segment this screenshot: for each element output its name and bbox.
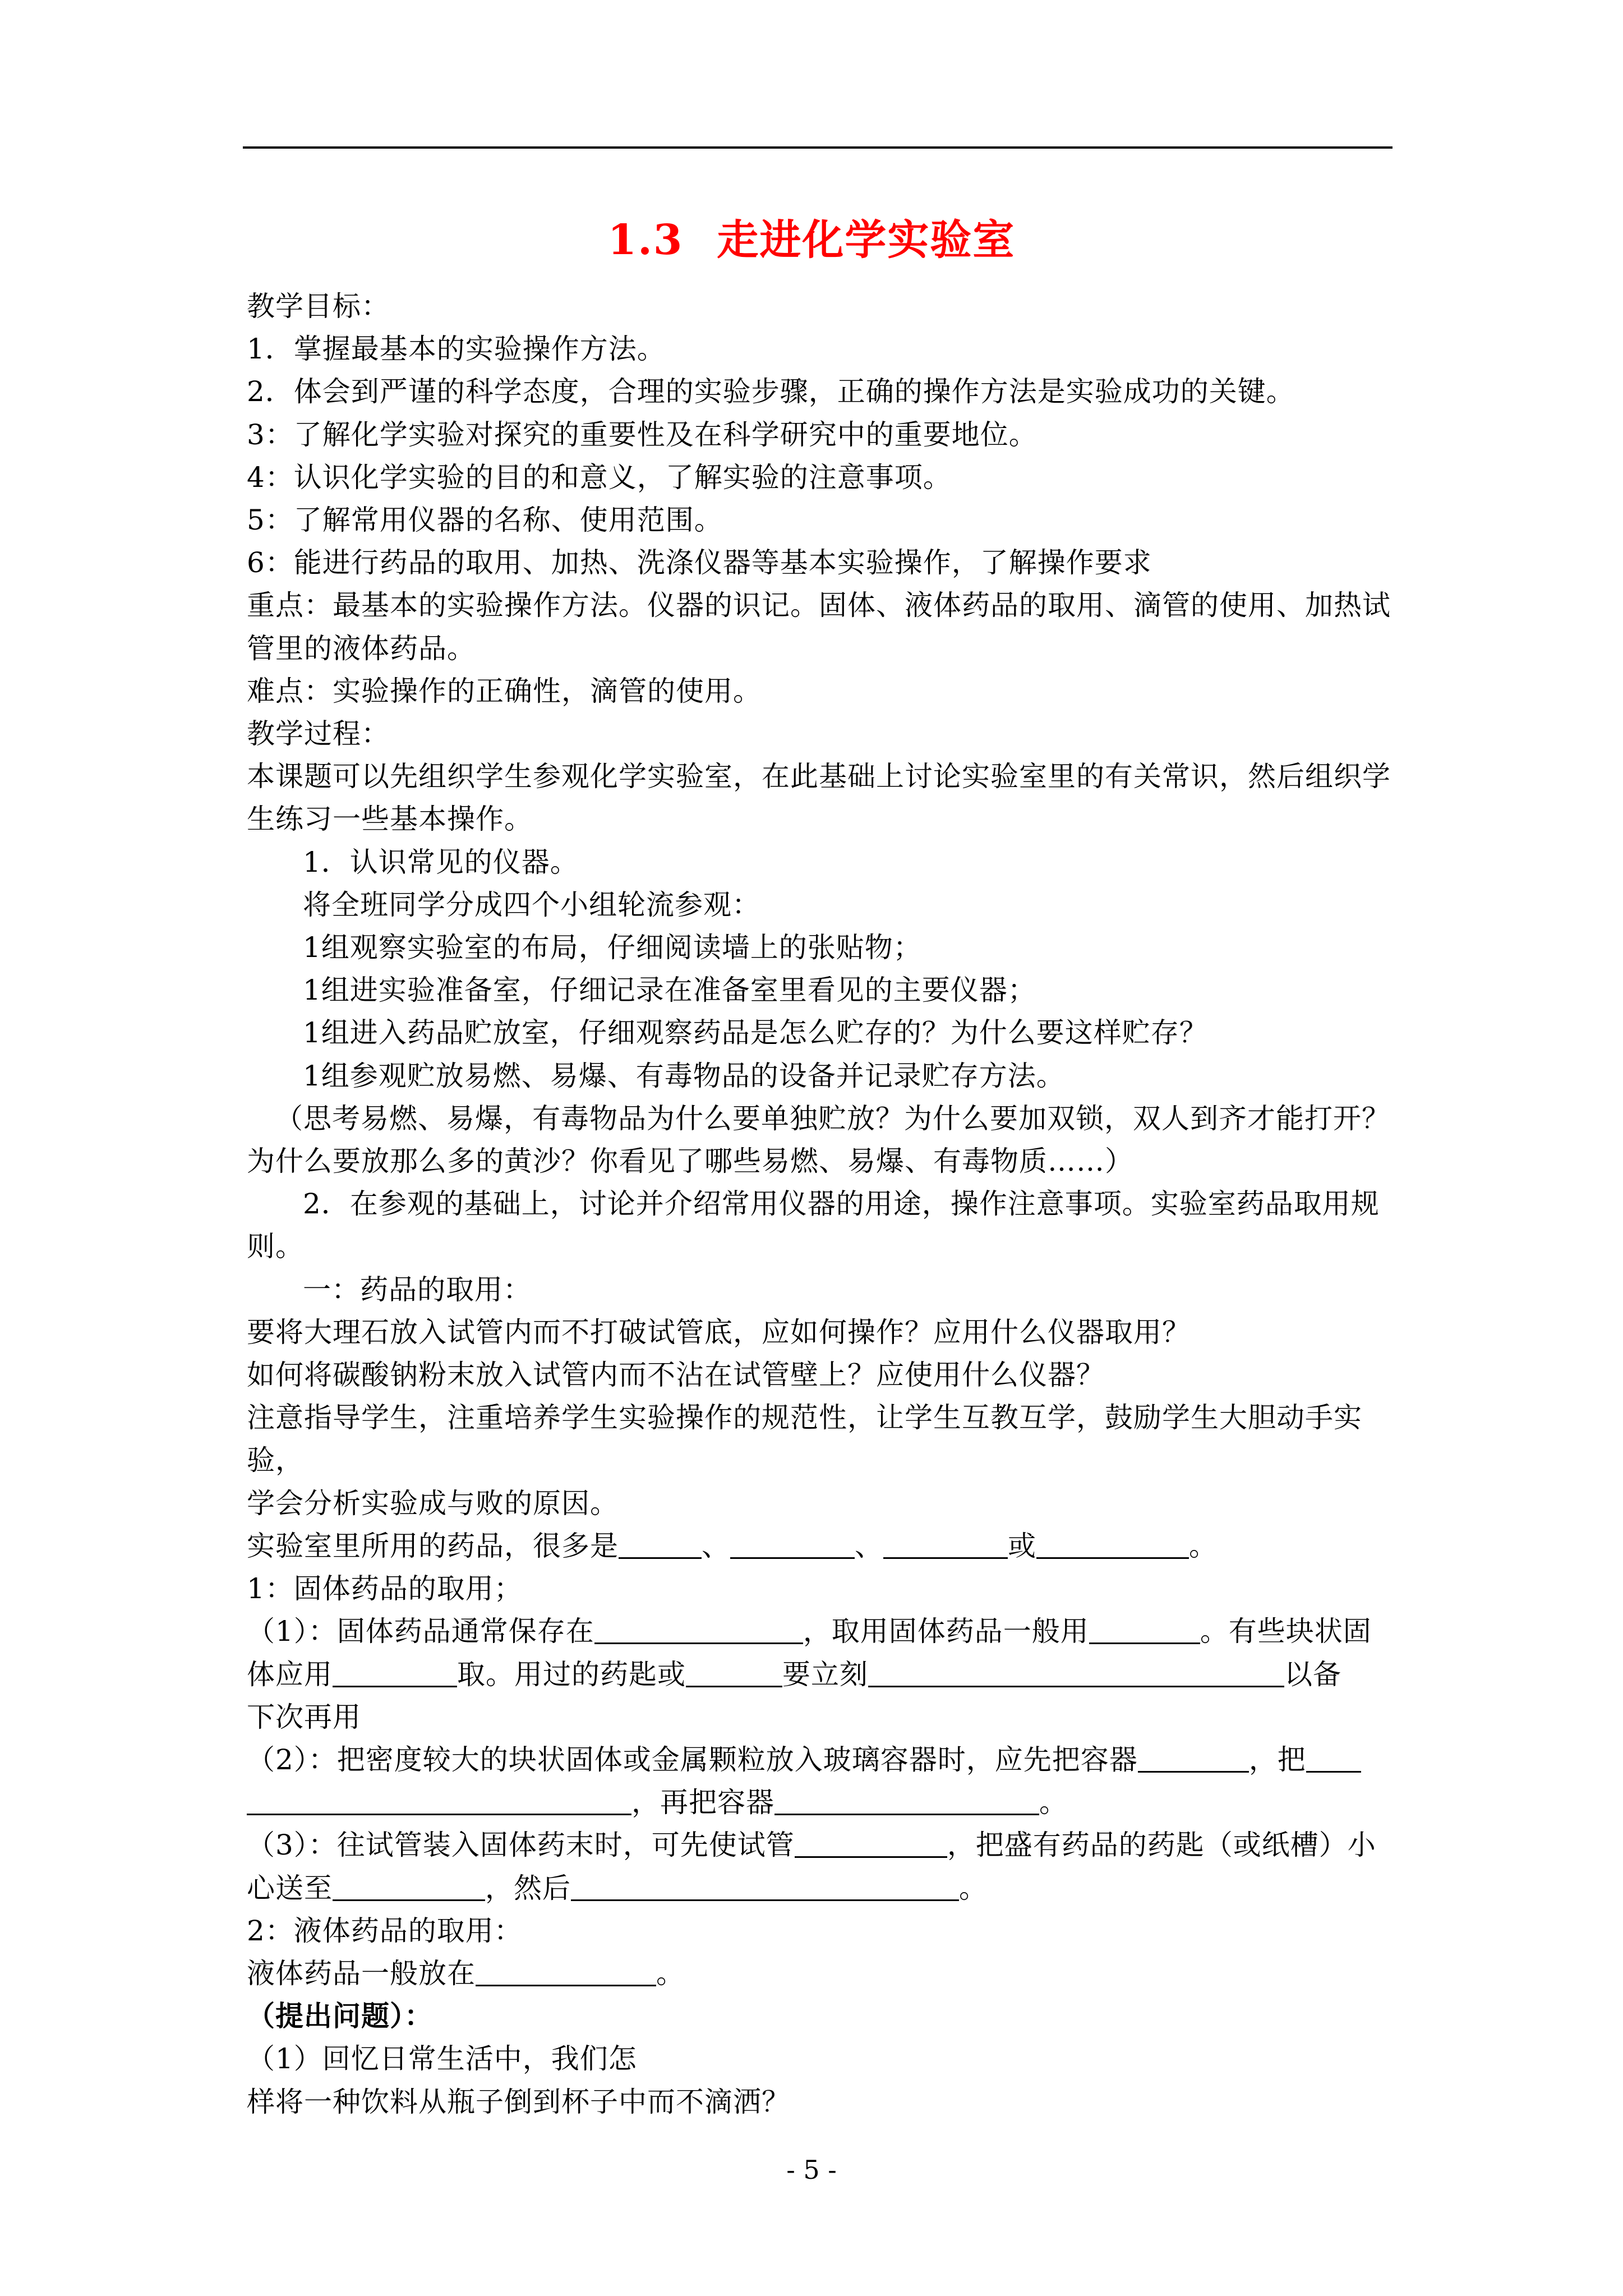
page-title <box>0 212 1623 268</box>
title-text: 走进化学实验室 <box>717 216 1016 264</box>
blank[interactable] <box>774 1784 1039 1815</box>
blank[interactable] <box>730 1528 855 1559</box>
fill-solid-3-line-1: （3）：往试管装入固体药末时，可先使试管 ，把盛有药品的药匙（或纸槽）小 <box>247 1824 1396 1866</box>
guidance-line-1: 注意指导学生，注重培养学生实验操作的规范性，让学生互教互学，鼓励学生大胆动手实验， <box>247 1401 1362 1477</box>
group-intro: 将全班同学分成四个小组轮流参观： <box>303 888 760 921</box>
objective-3: 3：了解化学实验对探究的重要性及在科学研究中的重要地位。 <box>247 418 1038 451</box>
raise-question-heading: （提出问题）： <box>247 1999 433 2033</box>
objectives-heading: 教学目标： <box>247 290 390 323</box>
blank[interactable] <box>333 1657 457 1687</box>
objective-1: 1．掌握最基本的实验操作方法。 <box>247 333 666 366</box>
step-1: 1．认识常见的仪器。 <box>303 845 579 878</box>
blank[interactable] <box>333 1870 485 1901</box>
group-2: 1组进实验准备室，仔细记录在准备室里看见的主要仪器； <box>303 974 1036 1007</box>
think-line-1: （思考易燃、易爆，有毒物品为什么要单独贮放？为什么要加双锁，双人到齐才能打开？ <box>275 1102 1390 1135</box>
question-1-line-1: （1）回忆日常生活中，我们怎 <box>247 2042 637 2076</box>
group-1: 1组观察实验室的布局，仔细阅读墙上的张贴物； <box>303 931 922 964</box>
group-3: 1组进入药品贮放室，仔细观察药品是怎么贮存的？为什么要这样贮存？ <box>303 1016 1208 1050</box>
fill-liquid-storage: 液体药品一般放在 。 <box>247 1952 1396 1995</box>
blank[interactable] <box>619 1528 702 1559</box>
objective-4: 4：认识化学实验的目的和意义，了解实验的注意事项。 <box>247 461 952 494</box>
blank[interactable] <box>247 1784 631 1815</box>
difficulties: 难点：实验操作的正确性，滴管的使用。 <box>247 674 762 707</box>
header-rule <box>243 146 1393 149</box>
section-drug-taking: 一：药品的取用： <box>303 1273 532 1306</box>
liquid-drug-heading: 2：液体药品的取用： <box>247 1914 523 1947</box>
process-heading: 教学过程： <box>247 717 390 751</box>
fill-solid-3-line-2: 心送至 ，然后 。 <box>247 1867 1396 1910</box>
blank[interactable] <box>1138 1742 1249 1773</box>
key-points-line-1: 重点：最基本的实验操作方法。仪器的识记。固体、液体药品的取用、滴管的使用、加热试 <box>247 589 1391 622</box>
fill-solid-1-line-3: 下次再用 <box>247 1700 361 1733</box>
group-4: 1组参观贮放易燃、易爆、有毒物品的设备并记录贮存方法。 <box>303 1059 1065 1092</box>
blank[interactable] <box>571 1870 959 1901</box>
fill-drug-states: 实验室里所用的药品，很多是 、 、 或 。 <box>247 1525 1396 1567</box>
page-number: - 5 - <box>786 2155 837 2185</box>
blank[interactable] <box>594 1613 803 1644</box>
guidance-line-2: 学会分析实验成与败的原因。 <box>247 1487 619 1520</box>
blank[interactable] <box>1036 1528 1189 1559</box>
intro-line-1: 本课题可以先组织学生参观化学实验室，在此基础上讨论实验室里的有关常识，然后组织学 <box>247 760 1391 793</box>
fill-solid-1-line-1: （1）：固体药品通常保存在 ，取用固体药品一般用 。有些块状固 <box>247 1610 1396 1653</box>
intro-line-2: 生练习一些基本操作。 <box>247 803 533 836</box>
document-body <box>247 285 1396 2123</box>
blank[interactable] <box>1089 1613 1200 1644</box>
blank[interactable] <box>1306 1742 1361 1773</box>
step-2-line-1: 2．在参观的基础上，讨论并介绍常用仪器的用途，操作注意事项。实验室药品取用规 <box>303 1188 1380 1221</box>
question-sodium-carbonate: 如何将碳酸钠粉末放入试管内而不沾在试管壁上？应使用什么仪器？ <box>247 1359 1105 1392</box>
solid-drug-heading: 1：固体药品的取用； <box>247 1572 523 1605</box>
objective-6: 6：能进行药品的取用、加热、洗涤仪器等基本实验操作，了解操作要求 <box>247 546 1152 579</box>
key-points-line-2: 管里的液体药品。 <box>247 632 476 665</box>
blank[interactable] <box>686 1657 782 1687</box>
blank[interactable] <box>868 1657 1284 1687</box>
question-1-line-2: 样将一种饮料从瓶子倒到杯子中而不滴洒？ <box>247 2085 790 2118</box>
fill-solid-1-line-2: 体应用 取。用过的药匙或 要立刻 以备 <box>247 1653 1396 1696</box>
blank[interactable] <box>476 1955 656 1986</box>
blank[interactable] <box>795 1827 947 1858</box>
fill-solid-2-line-2: ，再把容器 。 <box>247 1781 1396 1824</box>
objective-5: 5：了解常用仪器的名称、使用范围。 <box>247 504 723 537</box>
objective-2: 2．体会到严谨的科学态度，合理的实验步骤，正确的操作方法是实验成功的关键。 <box>247 375 1295 408</box>
title-number: 1.3 <box>607 216 684 264</box>
question-marble: 要将大理石放入试管内而不打破试管底，应如何操作？应用什么仪器取用？ <box>247 1315 1191 1349</box>
fill-solid-2-line-1: （2）：把密度较大的块状固体或金属颗粒放入玻璃容器时，应先把容器 ，把 <box>247 1738 1396 1781</box>
think-line-2: 为什么要放那么多的黄沙？你看见了哪些易燃、易爆、有毒物质……） <box>247 1145 1133 1178</box>
blank[interactable] <box>883 1528 1008 1559</box>
step-2-line-2: 则。 <box>247 1230 304 1263</box>
